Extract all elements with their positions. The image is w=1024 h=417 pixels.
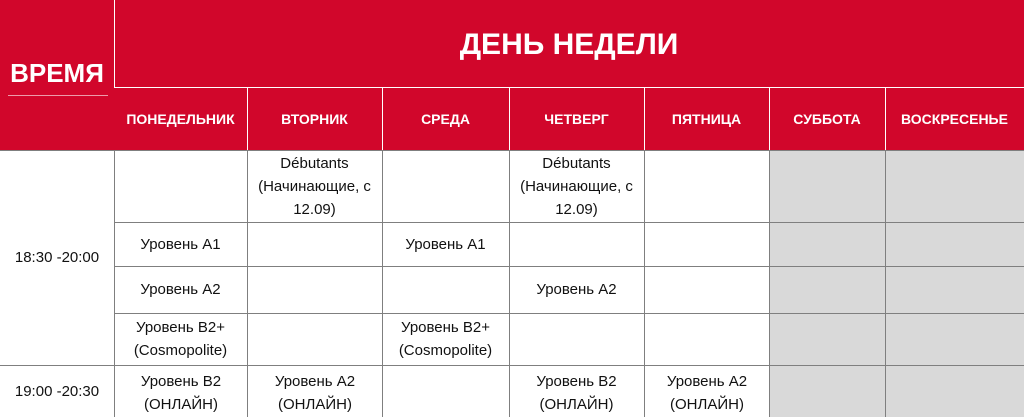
- header-divider: [8, 95, 108, 96]
- class-cell: [382, 150, 509, 222]
- class-cell: [247, 313, 382, 365]
- grid-line: [382, 150, 383, 417]
- grid-line: [247, 150, 248, 417]
- time-column-header: ВРЕМЯ: [0, 0, 114, 150]
- class-cell: Débutants (Начинающие, с 12.09): [520, 154, 633, 218]
- class-cell: Уровень А1: [405, 235, 486, 253]
- grid-line: [114, 266, 1024, 267]
- class-cell: Уровень А1: [140, 235, 221, 253]
- class-cell: [247, 222, 382, 266]
- class-cell: Уровень В2 (ОНЛАЙН): [536, 373, 617, 413]
- class-cell: Уровень А2 (ОНЛАЙН): [274, 373, 356, 413]
- day-divider: [509, 88, 510, 150]
- grid-line: [114, 150, 115, 417]
- class-cell: [644, 222, 769, 266]
- day-divider: [247, 88, 248, 150]
- class-cell: Débutants (Начинающие, с 12.09): [258, 154, 371, 218]
- class-cell: Уровень В2 (ОНЛАЙН): [140, 373, 222, 413]
- time-slot-label: 19:00 -20:30: [14, 382, 100, 400]
- day-header-thursday: ЧЕТВЕРГ: [509, 88, 644, 150]
- class-cell: [644, 150, 769, 222]
- day-divider: [382, 88, 383, 150]
- class-cell: [382, 365, 509, 417]
- class-cell: [247, 266, 382, 313]
- weekend-column-saturday: [769, 150, 885, 417]
- class-cell: Уровень А2: [536, 281, 617, 298]
- class-cell: [509, 222, 644, 266]
- day-header-wednesday: СРЕДА: [382, 88, 509, 150]
- grid-line: [114, 313, 1024, 314]
- day-divider: [769, 88, 770, 150]
- grid-line: [114, 222, 1024, 223]
- day-header-saturday: СУББОТА: [769, 88, 885, 150]
- grid-line: [0, 365, 1024, 366]
- grid-line: [769, 150, 770, 417]
- day-header-sunday: ВОСКРЕСЕНЬЕ: [885, 88, 1024, 150]
- class-cell: [114, 150, 247, 222]
- day-divider: [885, 88, 886, 150]
- class-cell: [644, 313, 769, 365]
- class-cell: Уровень В2+ (Cosmopolite): [398, 319, 493, 359]
- grid-line: [509, 150, 510, 417]
- time-slot-label: 18:30 -20:00: [14, 249, 100, 266]
- grid-line: [885, 150, 886, 417]
- class-cell: [644, 266, 769, 313]
- day-header-monday: ПОНЕДЕЛЬНИК: [114, 88, 247, 150]
- grid-line: [0, 150, 1024, 151]
- day-header-tuesday: ВТОРНИК: [247, 88, 382, 150]
- class-cell: [382, 266, 509, 313]
- class-cell: [509, 313, 644, 365]
- class-cell: Уровень А2 (ОНЛАЙН): [666, 373, 748, 413]
- day-header-friday: ПЯТНИЦА: [644, 88, 769, 150]
- class-cell: Уровень В2+ (Cosmopolite): [133, 319, 228, 359]
- day-of-week-title: ДЕНЬ НЕДЕЛИ: [114, 0, 1024, 88]
- grid-line: [644, 150, 645, 417]
- day-divider: [644, 88, 645, 150]
- weekend-column-sunday: [885, 150, 1024, 417]
- class-cell: Уровень А2: [140, 281, 221, 298]
